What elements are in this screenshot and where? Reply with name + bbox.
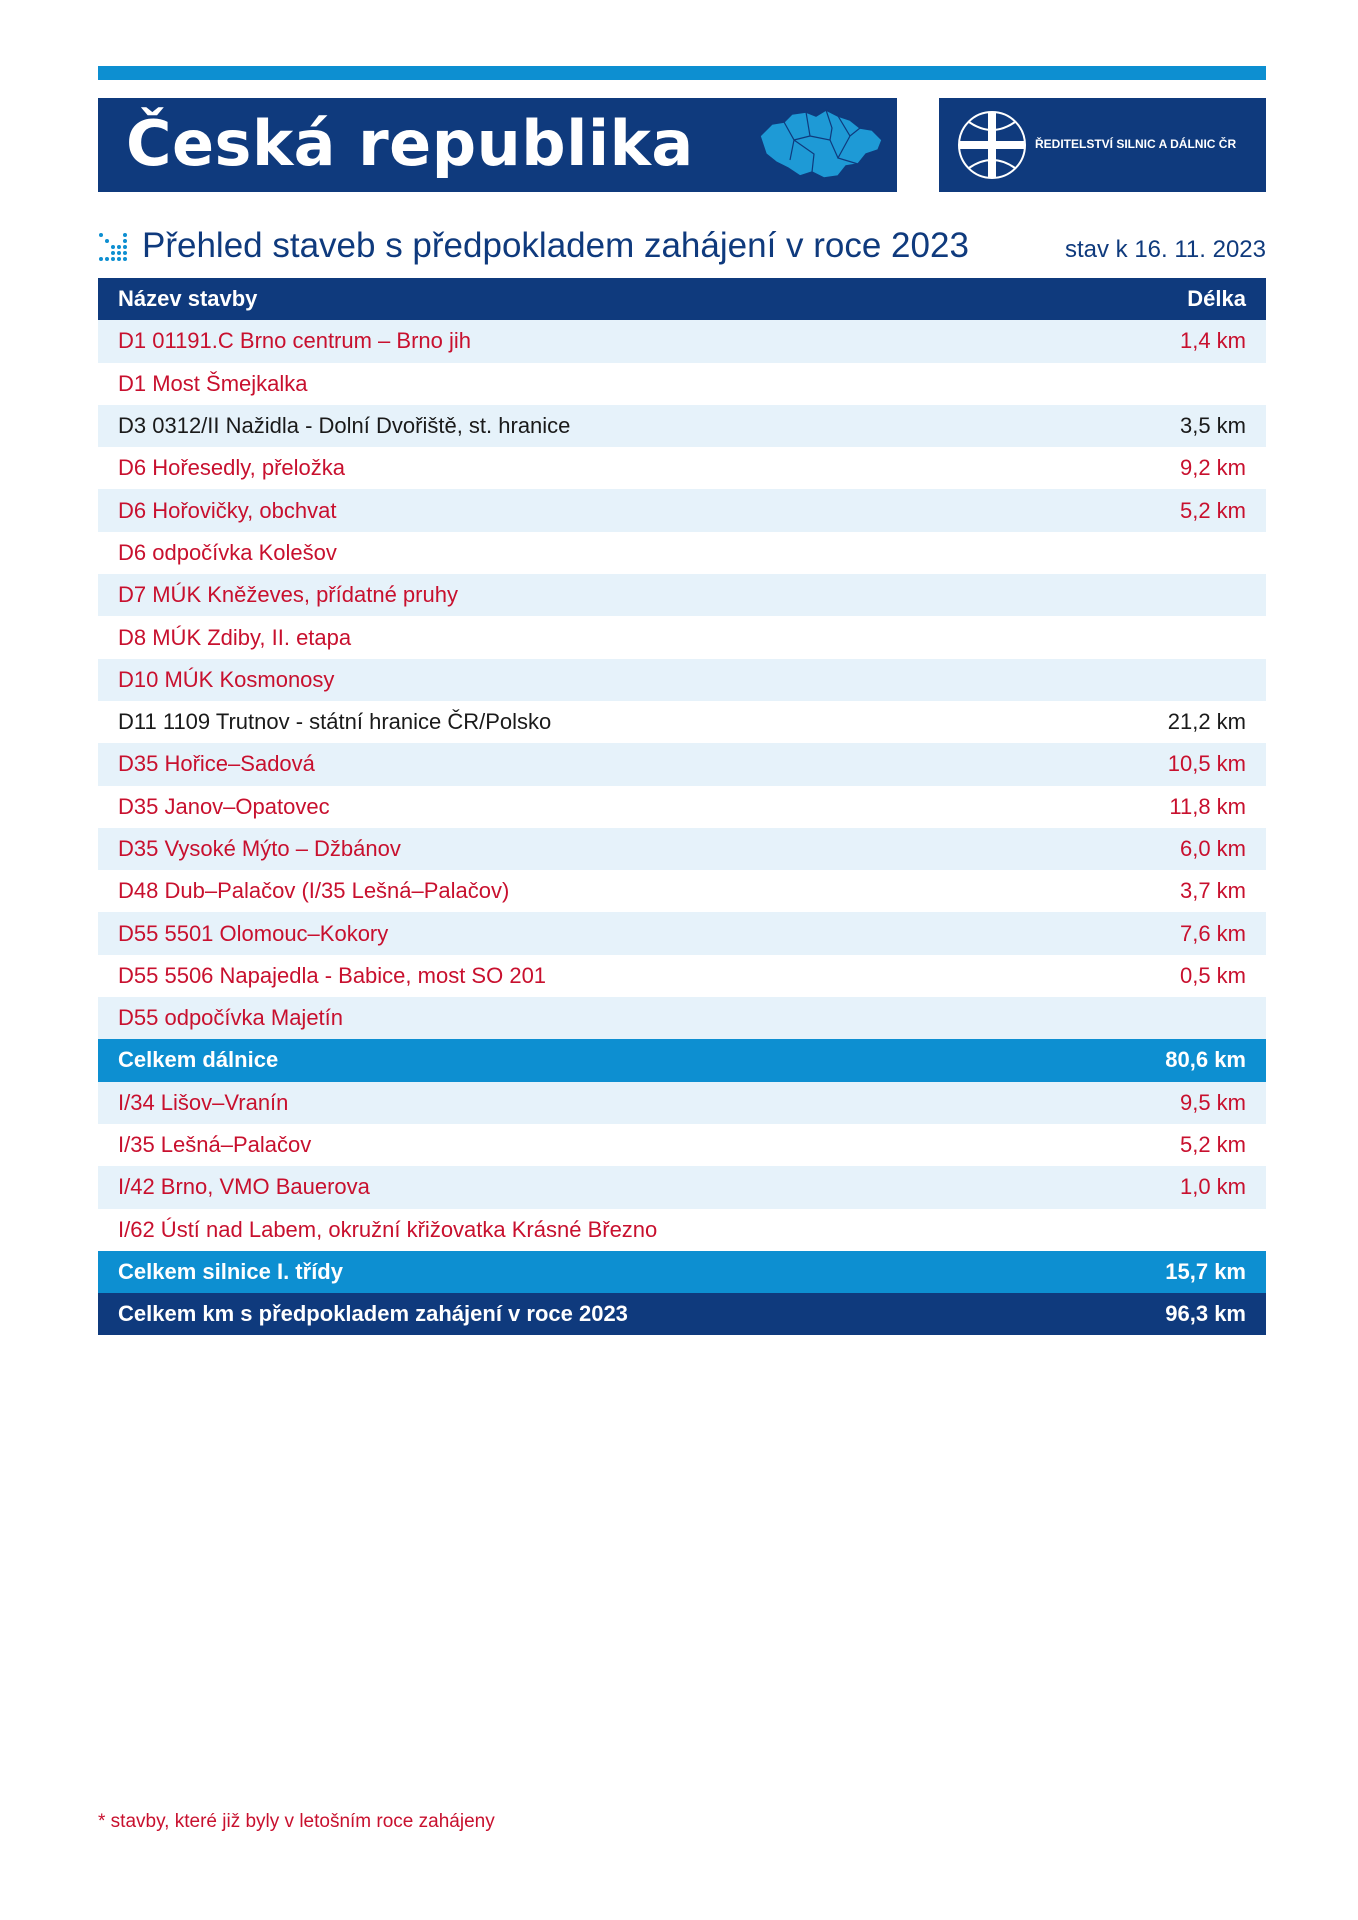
construction-name: D35 Vysoké Mýto – Džbánov (118, 836, 401, 861)
construction-name: D10 MÚK Kosmonosy (118, 666, 335, 692)
construction-length: 0,5 km (1179, 962, 1246, 988)
construction-name: D1 01191.C Brno centrum – Brno jih (118, 328, 471, 354)
construction-length: 21,2 km (1167, 709, 1246, 735)
road-total-label: Celkem silnice I. třídy (118, 1258, 343, 1284)
construction-length: 3,7 km (1179, 878, 1246, 904)
construction-name: D11 1109 Trutnov - státní hranice ČR/Polsko (118, 709, 552, 735)
construction-length: 11,8 km (1169, 793, 1246, 819)
column-header-length: Délka (1187, 286, 1246, 312)
construction-name: D55 5501 Olomouc–Kokory (118, 920, 389, 946)
road-rows (98, 1082, 1266, 1251)
construction-length: 5,2 km (1179, 1132, 1246, 1158)
table-row (98, 489, 1266, 531)
table-row (98, 828, 1266, 870)
construction-name: D55 5506 Napajedla - Babice, most SO 201 (118, 962, 547, 988)
table-row (98, 912, 1266, 954)
construction-name: I/34 Lišov–Vranín (118, 1089, 289, 1115)
table-row (98, 1124, 1266, 1166)
grand-total-length: 96,3 km (1165, 1301, 1246, 1327)
motorway-total-length: 80,6 km (1165, 1047, 1246, 1073)
construction-name: D8 MÚK Zdiby, II. etapa (118, 624, 352, 650)
grand-total-label: Celkem km s předpokladem zahájení v roce 2023 (118, 1301, 628, 1327)
motorway-total-label: Celkem dálnice (118, 1047, 279, 1073)
construction-length: 9,2 km (1179, 455, 1246, 481)
table-row (98, 997, 1266, 1039)
table-row (98, 659, 1266, 701)
construction-name: D55 odpočívka Majetín (118, 1005, 344, 1031)
construction-name: I/42 Brno, VMO Bauerova (118, 1174, 370, 1200)
road-interchange-icon (955, 108, 1029, 182)
construction-length: 5,2 km (1179, 497, 1246, 523)
motorway-total-row (98, 1039, 1266, 1081)
table-row (98, 786, 1266, 828)
construction-length: 1,0 km (1179, 1174, 1246, 1200)
table-header (98, 278, 1266, 320)
construction-name: D1 Most Šmejkalka (118, 370, 308, 396)
table-row (98, 743, 1266, 785)
construction-name: D48 Dub–Palačov (I/35 Lešná–Palačov) (118, 878, 510, 904)
construction-name: D7 MÚK Kněževes, přídatné pruhy (118, 582, 458, 608)
table-row (98, 1209, 1266, 1251)
table-row (98, 870, 1266, 912)
construction-name: I/35 Lešná–Palačov (118, 1132, 312, 1158)
section-heading (98, 222, 1266, 270)
table-row (98, 574, 1266, 616)
dotted-corner-icon (98, 232, 128, 262)
top-accent-stripe (98, 66, 1266, 80)
table-row (98, 701, 1266, 743)
grand-total-row (98, 1293, 1266, 1335)
construction-name: D6 odpočívka Kolešov (118, 539, 337, 565)
construction-length: 7,6 km (1179, 920, 1246, 946)
constructions-table (98, 278, 1266, 1335)
table-row (98, 955, 1266, 997)
table-row (98, 320, 1266, 362)
construction-length: 9,5 km (1179, 1089, 1246, 1115)
page-title: Česká republika (126, 107, 694, 180)
column-header-name: Název stavby (118, 286, 258, 312)
table-row (98, 1082, 1266, 1124)
road-total-row (98, 1251, 1266, 1293)
table-row (98, 363, 1266, 405)
road-total-length: 15,7 km (1165, 1258, 1246, 1284)
construction-length: 10,5 km (1167, 751, 1246, 777)
title-banner (98, 98, 897, 192)
construction-name: D35 Hořice–Sadová (118, 751, 315, 777)
status-date: stav k 16. 11. 2023 (1064, 236, 1266, 263)
construction-length: 1,4 km (1179, 328, 1246, 354)
table-row (98, 405, 1266, 447)
rsd-logo-box (939, 98, 1266, 192)
table-row (98, 616, 1266, 658)
construction-name: D3 0312/II Nažidla - Dolní Dvořiště, st. hranice (118, 413, 571, 439)
table-row (98, 447, 1266, 489)
table-row (98, 1166, 1266, 1208)
construction-length: 3,5 km (1179, 413, 1246, 439)
czech-map-icon (754, 106, 888, 184)
construction-name: D35 Janov–Opatovec (118, 793, 330, 819)
construction-name: I/62 Ústí nad Labem, okružní křižovatka Krásné Březno (118, 1216, 658, 1242)
table-row (98, 532, 1266, 574)
construction-length: 6,0 km (1179, 836, 1246, 861)
logo-text: ŘEDITELSTVÍ SILNIC A DÁLNIC ČR (1035, 137, 1237, 151)
construction-name: D6 Hořesedly, přeložka (118, 455, 346, 481)
motorway-rows (98, 320, 1266, 1039)
construction-name: D6 Hořovičky, obchvat (118, 497, 337, 523)
footnote: * stavby, které již byly v letošním roce zahájeny (98, 1811, 495, 1832)
heading-title: Přehled staveb s předpokladem zahájení v roce 2023 (142, 226, 969, 265)
